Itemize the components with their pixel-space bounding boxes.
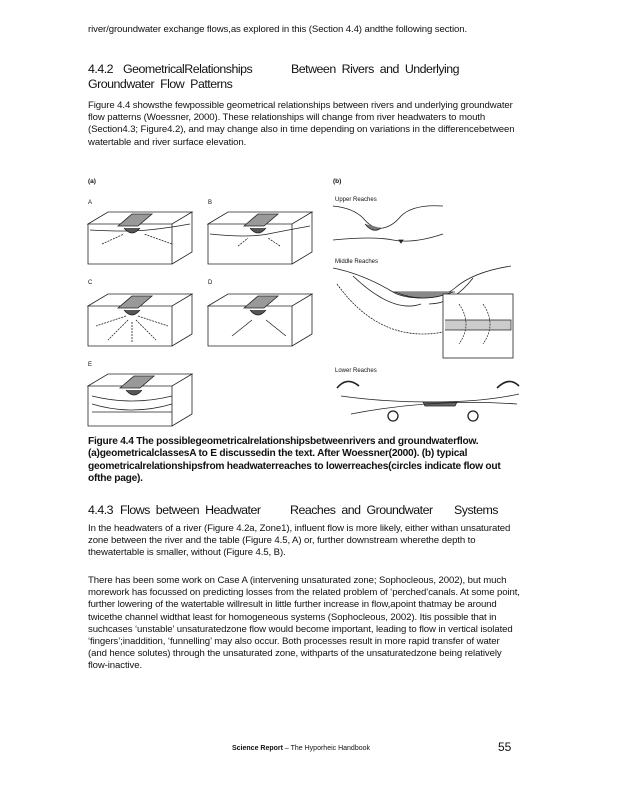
diagram-class-c — [88, 286, 192, 348]
page-number: 55 — [498, 740, 512, 754]
diagram-class-a — [88, 204, 192, 266]
heading-title-part2: Between Rivers and Underlying — [291, 62, 460, 76]
panel-a-label: (a) — [88, 178, 96, 185]
figure-intro-paragraph: Figure 4.4 showsthe fewpossible geometrical relationships between rivers and underlying groundwater flow patterns (Woessner, 2000). These relationships will change from river headwaters to mouth (Section4.3; Figure4.2), and may change also in time depending on variations in the differencebetween watertable and river surface elevation. — [88, 100, 515, 148]
case-a-paragraph: There has been some work on Case A (intervening unsaturated zone; Sophocleous, 2002), but much morework has focussed on predicting losses from the related problem of ‘perched’canals. At some point, further lowering of the watertable willresult in little further increase in flow,apoint thatmay be around twicethe channel widthat least for homogeneous systems (Sophocleous, 2002). Itis possible that in suchcases ‘unstable’ unsaturatedzone flow would become important, leading to flow in vertical isolated ‘fingers’;inaddition, ‘funnelling’ may also occur. Both processes result in more rapid transfer of water (and hence solutes) through the unsaturated zone, withparts of the unsaturatedzone being relatively flow-inactive. — [88, 575, 520, 672]
class-d-label: D — [208, 280, 213, 286]
figure-caption: Figure 4.4 The possiblegeometricalrelationshipsbetweenrivers and groundwaterflow. (a)geometricalclassesA to E discussedin the text. After Woessner(2000). (b) typical geometricalrelationshipsfrom headwaterreaches to lowerreaches(circles indicate flow out ofthe page). — [88, 436, 501, 485]
middle-reaches-diagram — [333, 264, 515, 360]
heading-title-part1: GeometricalRelationships — [123, 62, 253, 76]
heading-title-part3: Groundwater Flow Patterns — [88, 77, 233, 91]
heading-title-part3: Systems — [454, 503, 499, 517]
heading-title-part2: Reaches and Groundwater — [290, 503, 433, 517]
diagram-class-b — [208, 204, 312, 266]
heading-number: 4.4.3 — [88, 503, 114, 517]
class-c-label: C — [88, 280, 93, 286]
footer-rest: – The Hyporheic Handbook — [282, 745, 371, 752]
class-a-label: A — [88, 200, 93, 206]
panel-b-label: (b) — [333, 178, 342, 185]
section-heading-4-4-2 — [88, 62, 528, 92]
footer-title — [232, 745, 370, 752]
section-heading-4-4-3 — [88, 503, 528, 519]
class-b-label: B — [208, 200, 213, 206]
heading-title-part1: Flows between Headwater — [120, 503, 261, 517]
lower-reaches-diagram — [333, 374, 523, 426]
upper-reaches-label: Upper Reaches — [335, 197, 377, 203]
middle-reaches-label: Middle Reaches — [335, 259, 379, 265]
diagram-class-d — [208, 286, 312, 348]
footer-bold: Science Report — [232, 745, 283, 752]
intro-paragraph: river/groundwater exchange flows,as explored in this (Section 4.4) andthe following section. — [88, 24, 468, 35]
upper-reaches-profile — [333, 204, 513, 248]
headwaters-paragraph: In the headwaters of a river (Figure 4.2a, Zone1), influent flow is more likely, either withan unsaturated zone between the river and the table (Figure 4.5, A) or, further downstream wherethe depth to thewatertable is smaller, without (Figure 4.5, B). — [88, 523, 511, 559]
class-e-label: E — [88, 362, 93, 368]
lower-reaches-label: Lower Reaches — [335, 368, 377, 374]
heading-number: 4.4.2 — [88, 62, 114, 76]
diagram-class-e — [88, 366, 192, 428]
